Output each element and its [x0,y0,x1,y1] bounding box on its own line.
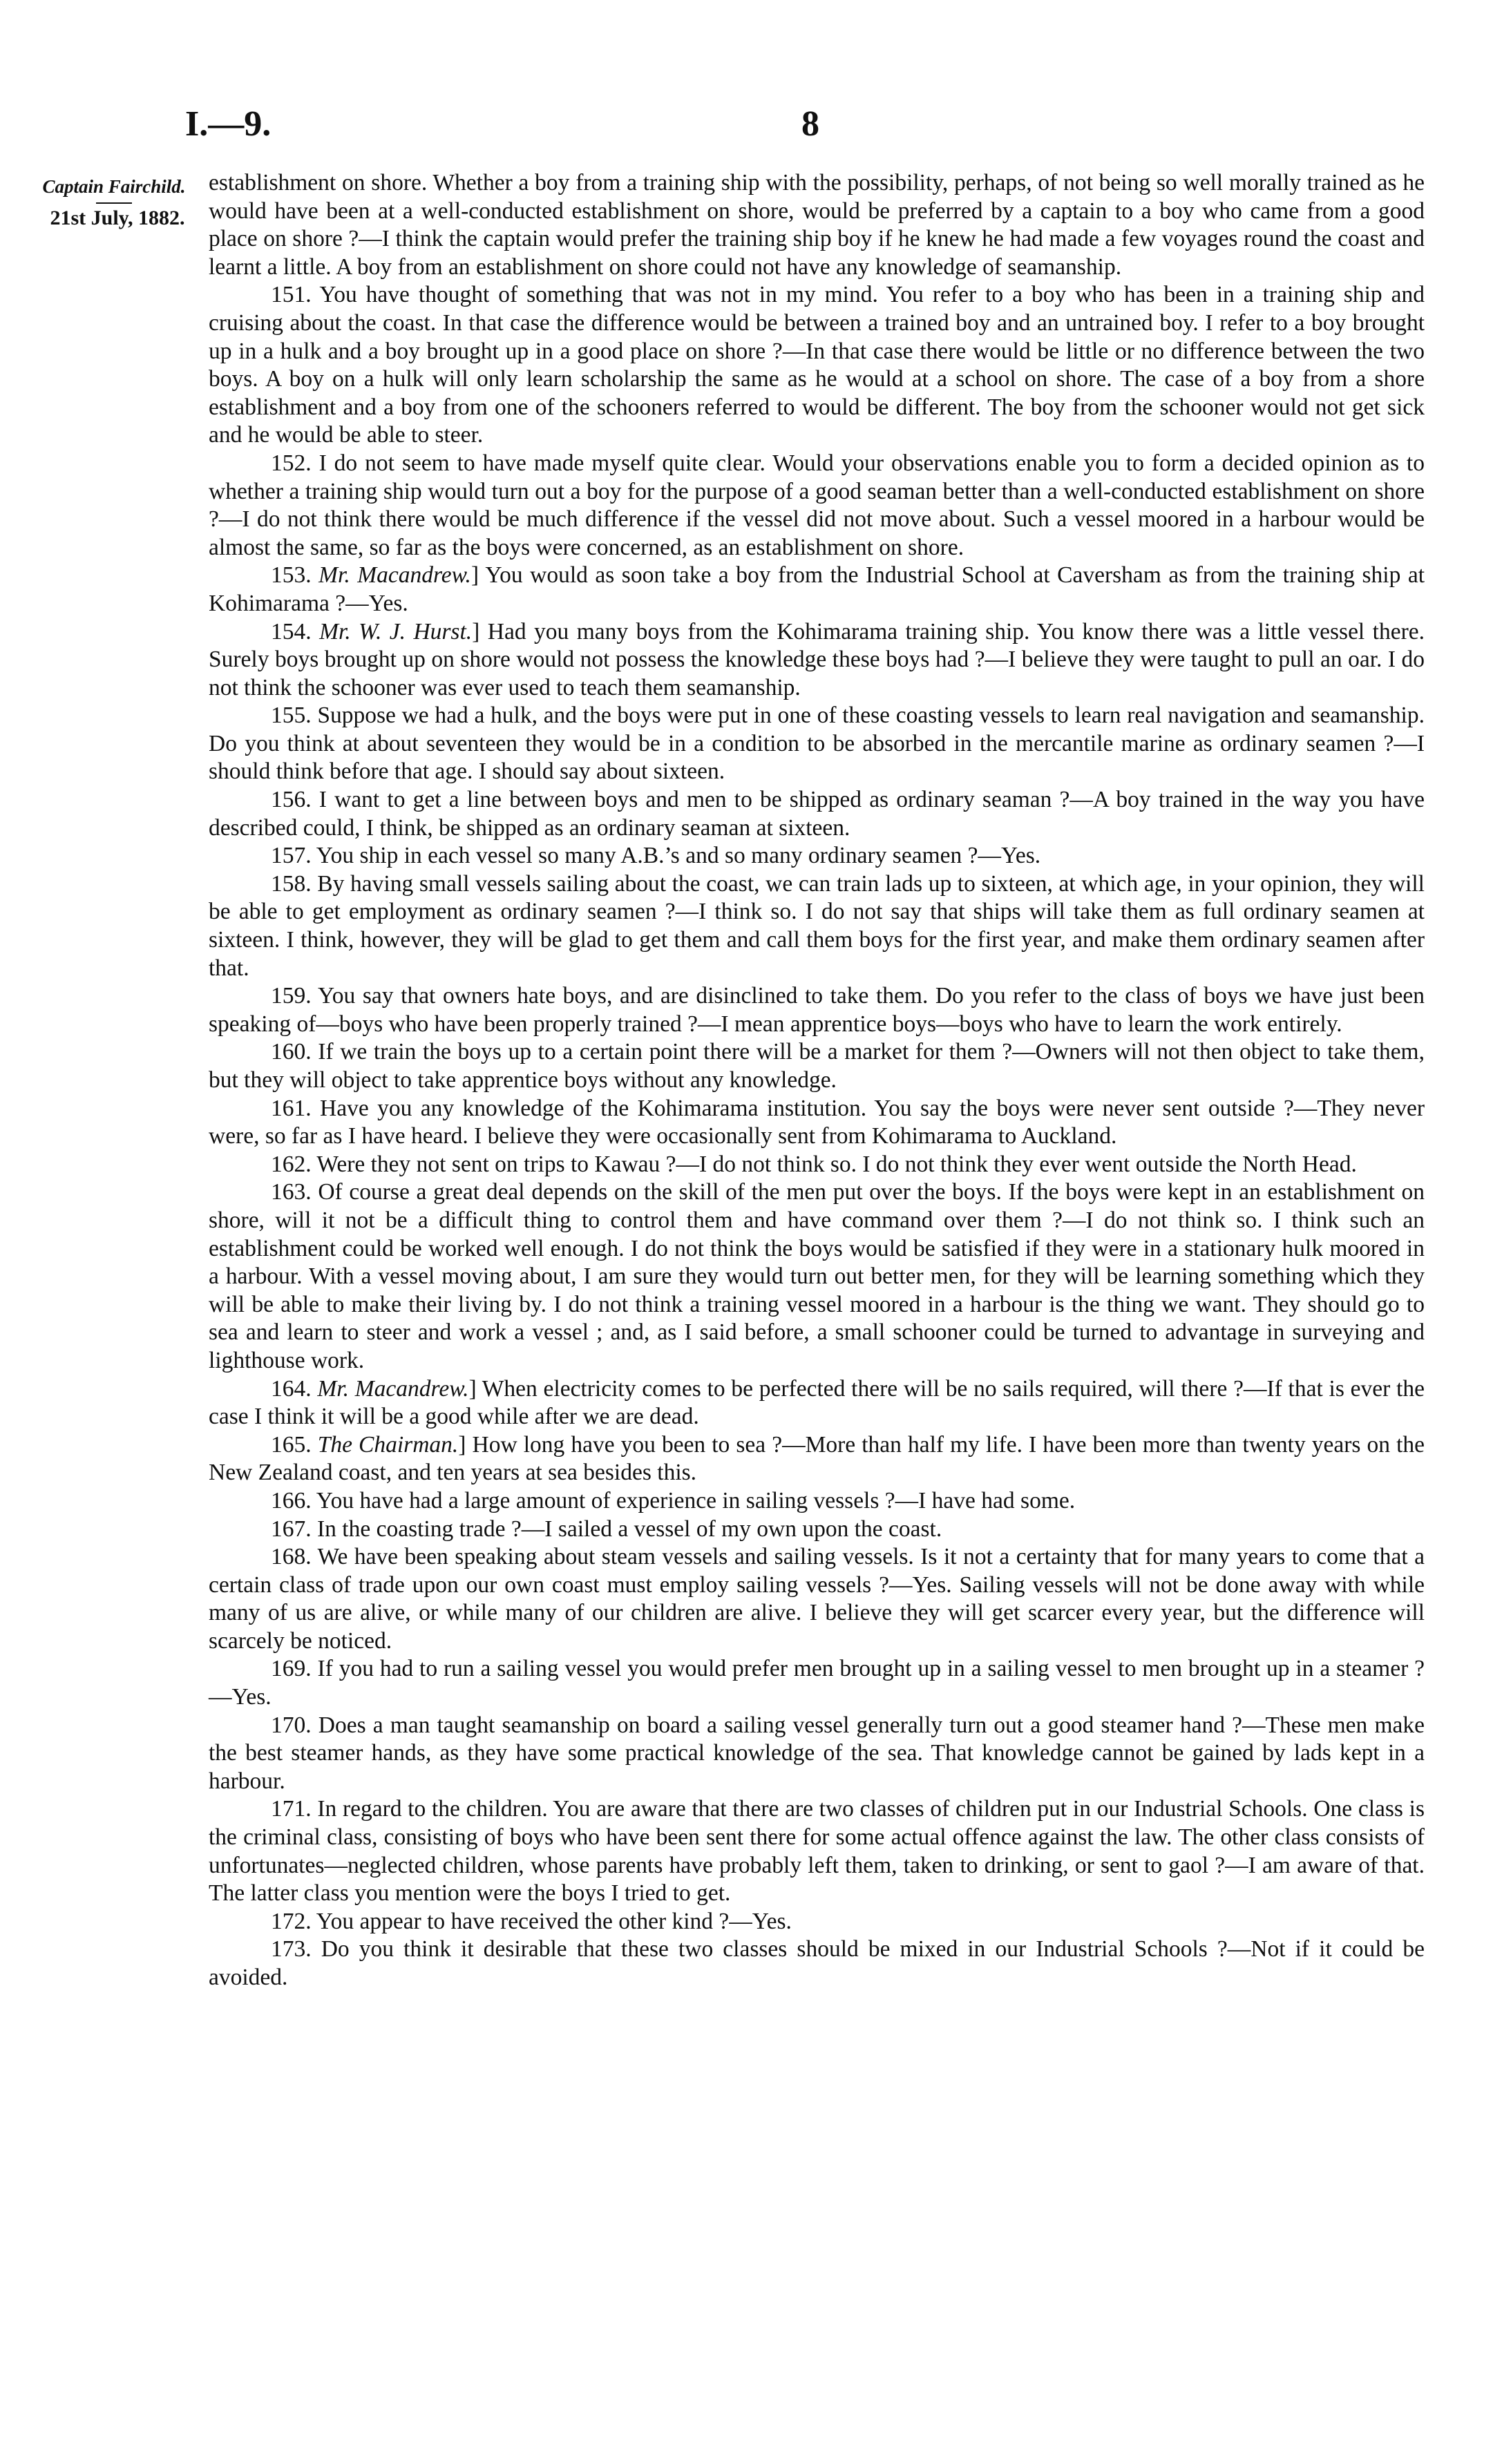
speaker-name: Mr. Macandrew. [318,562,471,589]
paragraph-text: 161. Have you any knowledge of the Kohimarama institution. You say the boys were never sent outside ?—They never were, so far as I have heard. I believe they were occasionally sent from Kohimarama to Auckland. [209,1095,1425,1149]
paragraph-text: ] How long have you been to sea ?—More than half my life. I have been more than twenty years on the New Zealand coast, and ten years at sea besides this. [209,1431,1425,1486]
paragraph-text: 167. In the coasting trade ?—I sailed a vessel of my own upon the coast. [271,1516,942,1542]
paragraph [209,1655,1425,1711]
paragraph [209,1487,1425,1516]
paragraph [209,1431,1425,1487]
paragraph [209,702,1425,786]
paragraph [209,1543,1425,1655]
testimony-body [209,169,1425,1992]
paragraph-text: 166. You have had a large amount of experience in sailing vessels ?—I have had some. [271,1487,1076,1513]
paragraph [209,1936,1425,1992]
paragraph [209,982,1425,1038]
paragraph [209,1095,1425,1151]
paragraph-text: 169. If you had to run a sailing vessel you would prefer men brought up in a sailing vessel to men brought up in a steamer ?—Yes. [209,1656,1425,1710]
paragraph [209,870,1425,982]
paragraph-text: 172. You appear to have received the other kind ?—Yes. [271,1908,792,1934]
speaker-name: Mr. Macandrew. [317,1375,469,1402]
paragraph-text: 151. You have thought of something that was not in my mind. You refer to a boy who has been in a training ship and cruising about the coast. In that case the difference would be between a trained boy and an untrained boy. I refer to a boy brought up in a hulk and a boy brought up in a good place on shore ?—In that case there would be little or no difference between the two boys. A boy on a hulk will only learn scholarship the same as he would at a school on shore. The case of a boy from a shore establishment and a boy from one of the schooners referred to would be different. The boy from the schooner would not get sick and he would be able to steer. [209,282,1425,448]
paragraph-text: 162. Were they not sent on trips to Kawau ?—I do not think so. I do not think they ever went outside the North Head. [271,1151,1357,1177]
paragraph-text: 153. [271,562,319,589]
paragraph-text: ] When electricity comes to be perfected there will be no sails required, will there ?—If that is ever the case I think it will be a good while after we are dead. [209,1375,1425,1430]
paragraph-text: 168. We have been speaking about steam vessels and sailing vessels. Is it not a certainty that for many years to come that a certain class of trade upon our own coast must employ sailing vessels ?—Yes. Sailing vessels will not be done away with while many of us are alive, or while many of our children are alive. I believe they will get scarcer every year, but the difference will scarcely be noticed. [209,1544,1425,1654]
paragraph-text: 152. I do not seem to have made myself quite clear. Would your observations enable you to form a decided opinion as to whether a training ship would turn out a boy for the purpose of a good seaman better than a well-conducted establishment on shore ?—I do not think there would be much difference if the vessel did not move about. Such a vessel moored in a harbour would be almost the same, so far as the boys were concerned, as an establishment on shore. [209,450,1425,560]
paragraph-text: 173. Do you think it desirable that these two classes should be mixed in our Industrial Schools ?—Not if it could be avoided. [209,1936,1425,1990]
paragraph-text: 170. Does a man taught seamanship on board a sailing vessel generally turn out a good steamer hand ?—These men make the best steamer hands, as they have some practical knowledge of the sea. That knowledge cannot be gained by lads kept in a harbour. [209,1712,1425,1794]
paragraph [209,1516,1425,1544]
paragraph-text: 171. In regard to the children. You are aware that there are two classes of children put in our Industrial Schools. One class is the criminal class, consisting of boys who have been sent there for some actual offence against the law. The other class consists of unfortunates—neglected children, whose parents have probably left them, taken to drinking, or sent to gaol ?—I am aware of that. The latter class you mention were the boys I tried to get. [209,1796,1425,1907]
paragraph-text: ] Had you many boys from the Kohimarama training ship. You know there was a little vessel there. Surely boys brought up on shore would not possess the knowledge these boys had ?—I believe they were taught to pull an oar. I do not think the schooner was ever used to teach them seamanship. [209,618,1425,700]
paragraph [209,281,1425,450]
page-header [0,104,1493,145]
paragraph-text: 158. By having small vessels sailing about the coast, we can train lads up to sixteen, at which age, in your opinion, they will be able to get employment as ordinary seamen ?—I think so. I do not say that ships will take them as full ordinary seamen at sixteen. I think, however, they will be glad to get them and call them boys for the first year, and make them ordinary seamen after that. [209,870,1425,981]
margin-note [28,176,200,230]
paragraph-text: 157. You ship in each vessel so many A.B.’s and so many ordinary seamen ?—Yes. [271,843,1041,869]
paragraph-text: establishment on shore. Whether a boy from a training ship with the possibility, perhaps, of not being so well morally trained as he would have been at a well-conducted establishment on shore, would be preferred by a captain to a boy who came from a good place on shore ?—I think the captain would prefer the training ship boy if he knew he had made a few voyages round the coast and learnt a little. A boy from an establishment on shore could not have any knowledge of seamanship. [209,170,1425,280]
paragraph-text: ] You would as soon take a boy from the Industrial School at Caversham as from the training ship at Kohimarama ?—Yes. [209,562,1425,616]
paragraph-text: 155. Suppose we had a hulk, and the boys were put in one of these coasting vessels to learn real navigation and seamanship. Do you think at about seventeen they would be in a condition to be absorbed in the mercantile marine as ordinary seamen ?—I should think before that age. I should say about sixteen. [209,703,1425,785]
paragraph [209,1908,1425,1936]
paragraph [209,1795,1425,1907]
paragraph-text: 156. I want to get a line between boys and men to be shipped as ordinary seaman ?—A boy trained in the way you have described could, I think, be shipped as an ordinary seaman at sixteen. [209,787,1425,841]
paragraph [209,618,1425,703]
paragraph [209,842,1425,870]
paragraph [209,1375,1425,1431]
paragraph-text: 154. [271,618,320,644]
witness-name: Captain Fairchild. [42,176,186,197]
margin-rule [96,202,132,204]
paragraph-text: 164. [271,1375,318,1402]
document-reference: I.—9. [185,104,272,144]
speaker-name: Mr. W. J. Hurst. [319,618,473,644]
paragraph-text: 163. Of course a great deal depends on the skill of the men put over the boys. If the boys were kept in an establishment on shore, will it not be a difficult thing to control them and have command over them ?—I do not think so. I think such an establishment could be worked well enough. I do not think the boys would be satisfied if they were in a stationary hulk moored in a harbour. With a vessel moving about, I am sure they would turn out better men, for they will be learning something which they will be able to make their living by. I do not think a training vessel moored in a harbour is the thing we want. They should go to sea and learn to steer and work a vessel ; and, as I said before, a small schooner could be turned to advantage in surveying and lighthouse work. [209,1179,1425,1373]
paragraph-text: 160. If we train the boys up to a certain point there will be a market for them ?—Owners will not then object to take them, but they will object to take apprentice boys without any knowledge. [209,1039,1425,1093]
speaker-name: The Chairman. [317,1431,459,1458]
paragraph-text: 165. [271,1431,318,1458]
paragraph [209,450,1425,562]
paragraph [209,1038,1425,1094]
paragraph [209,562,1425,618]
paragraph [209,1151,1425,1179]
paragraph [209,786,1425,842]
paragraph [209,1178,1425,1375]
testimony-date: 21st July, 1882. [50,207,185,229]
paragraph-text: 159. You say that owners hate boys, and are disinclined to take them. Do you refer to the class of boys we have just been speaking of—boys who have been properly trained ?—I mean apprentice boys—boys who have to learn the work entirely. [209,983,1425,1037]
page-number: 8 [801,104,819,144]
paragraph [209,169,1425,281]
paragraph [209,1712,1425,1796]
